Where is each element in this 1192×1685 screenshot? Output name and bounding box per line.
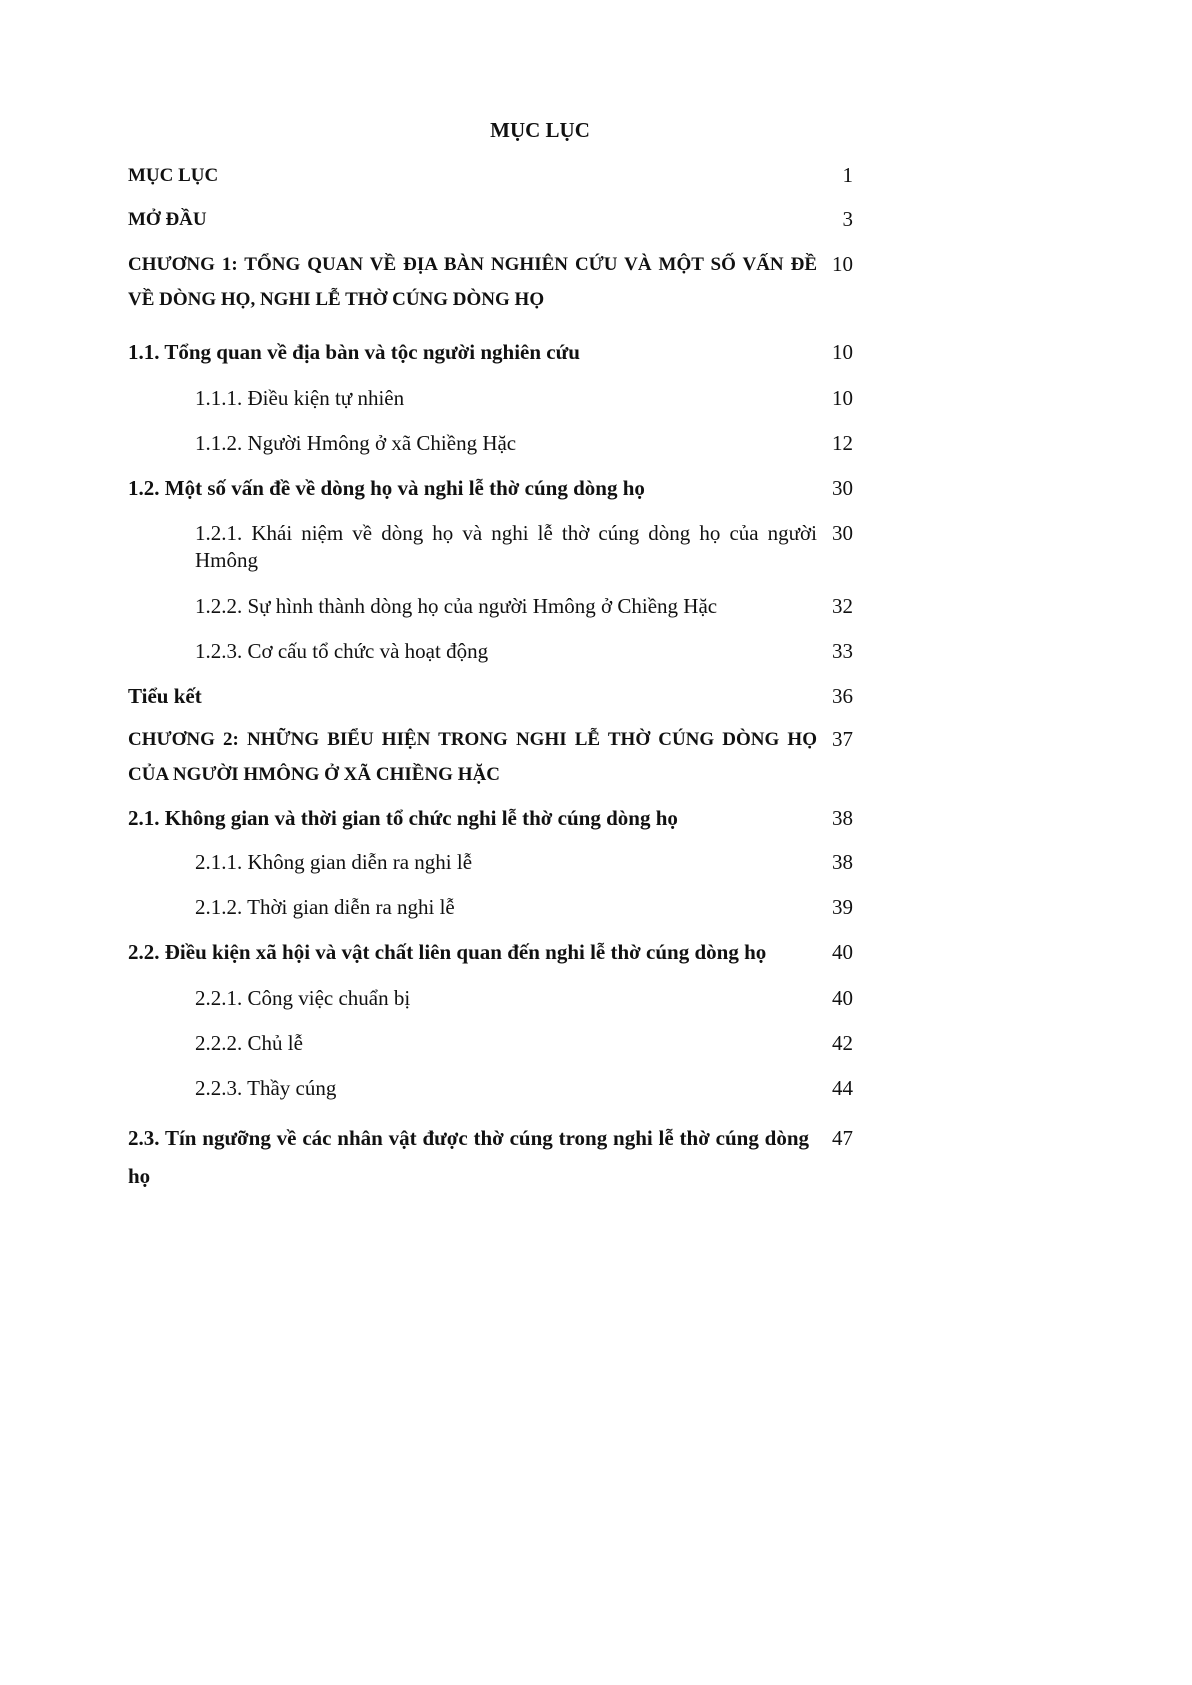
toc-entry-page: 40: [832, 986, 853, 1010]
toc-entry-text: 2.2.1. Công việc chuẩn bị: [195, 986, 411, 1010]
toc-entry-text: 1.2. Một số vấn đề về dòng họ và nghi lễ thờ cúng dòng họ: [128, 476, 645, 500]
toc-entry-text: 1.1.2. Người Hmông ở xã Chiềng Hặc: [195, 431, 517, 455]
toc-entry-text: 2.1.1. Không gian diễn ra nghi lễ: [195, 850, 473, 874]
page-title: MỤC LỤC: [490, 118, 590, 142]
toc-entry-text: MỞ ĐẦU: [128, 209, 207, 230]
toc-entry-text: 1.1.1. Điều kiện tự nhiên: [195, 386, 405, 410]
toc-entry-text: 1.1. Tổng quan về địa bàn và tộc người nghiên cứu: [128, 340, 580, 364]
toc-entry-text: 2.2.2. Chủ lễ: [195, 1031, 303, 1055]
toc-entry-text: CHƯƠNG 2: NHỮNG BIỂU HIỆN TRONG NGHI LỄ THỜ CÚNG DÒNG HỌ CỦA NGƯỜI HMÔNG Ở XÃ CHIỀNG HẶC: [128, 729, 817, 785]
toc-entry-page: 40: [832, 940, 853, 964]
toc-entry-page: 38: [832, 850, 853, 874]
toc-entry-page: 30: [832, 476, 853, 500]
toc-entry-page: 12: [832, 431, 853, 455]
toc-entry-page: 38: [832, 806, 853, 830]
toc-entry-page: 10: [832, 386, 853, 410]
toc-entry-page: 30: [832, 521, 853, 545]
toc-entry-page: 47: [832, 1126, 853, 1150]
toc-entry-text: 2.3. Tín ngưỡng về các nhân vật được thờ cúng trong nghi lễ thờ cúng dòng họ: [128, 1126, 809, 1188]
toc-entry-text: 2.1.2. Thời gian diễn ra nghi lễ: [195, 895, 455, 919]
toc-entry-subsection-2-2-2[interactable]: [128, 1030, 853, 1057]
toc-entry-page: 44: [832, 1076, 853, 1100]
toc-entry-mo-dau[interactable]: [128, 202, 853, 237]
toc-entry-subsection-2-1-2[interactable]: [128, 894, 853, 921]
toc-entry-section-1-2[interactable]: [128, 473, 853, 503]
toc-entry-subsection-1-2-2[interactable]: [128, 593, 853, 620]
toc-entry-page: 33: [832, 639, 853, 663]
toc-entry-chuong-1[interactable]: [128, 247, 853, 317]
toc-entry-page: 32: [832, 594, 853, 618]
toc-entry-text: 1.2.2. Sự hình thành dòng họ của người Hmông ở Chiềng Hặc: [195, 594, 718, 618]
toc-entry-chuong-2[interactable]: [128, 722, 853, 792]
toc-entry-page: 37: [832, 727, 853, 751]
toc-entry-page: 36: [832, 684, 853, 708]
toc-entry-muc-luc[interactable]: [128, 158, 853, 193]
toc-entry-text: 2.2. Điều kiện xã hội và vật chất liên quan đến nghi lễ thờ cúng dòng họ: [128, 940, 767, 964]
toc-entry-text: 1.2.3. Cơ cấu tổ chức và hoạt động: [195, 639, 489, 663]
toc-entry-tieu-ket[interactable]: [128, 681, 853, 711]
toc-entry-page: 10: [832, 340, 853, 364]
toc-entry-text: CHƯƠNG 1: TỔNG QUAN VỀ ĐỊA BÀN NGHIÊN CỨU VÀ MỘT SỐ VẤN ĐỀ VỀ DÒNG HỌ, NGHI LỄ THỜ CÚNG DÒNG HỌ: [128, 254, 817, 310]
toc-entry-page: 1: [842, 163, 853, 187]
toc-entry-subsection-1-1-2[interactable]: [128, 430, 853, 457]
toc-entry-section-1-1[interactable]: [128, 337, 853, 367]
toc-entry-subsection-2-1-1[interactable]: [128, 849, 853, 876]
toc-entry-subsection-1-2-3[interactable]: [128, 638, 853, 665]
toc-entry-page: 3: [842, 207, 853, 231]
toc-entry-subsection-1-2-1[interactable]: [128, 520, 853, 574]
toc-entry-page: 39: [832, 895, 853, 919]
toc-entry-section-2-3[interactable]: [128, 1119, 853, 1195]
toc-entry-text: 2.2.3. Thầy cúng: [195, 1076, 337, 1100]
toc-entry-page: 42: [832, 1031, 853, 1055]
toc-entry-subsection-1-1-1[interactable]: [128, 385, 853, 412]
toc-entry-section-2-1[interactable]: [128, 803, 853, 833]
toc-entry-text: MỤC LỤC: [128, 165, 219, 186]
toc-entry-section-2-2[interactable]: [128, 937, 853, 967]
toc-entry-page: 10: [832, 252, 853, 276]
toc-entry-subsection-2-2-3[interactable]: [128, 1075, 853, 1102]
toc-entry-subsection-2-2-1[interactable]: [128, 985, 853, 1012]
toc-entry-text: 2.1. Không gian và thời gian tổ chức nghi lễ thờ cúng dòng họ: [128, 806, 678, 830]
toc-entry-text: Tiểu kết: [128, 684, 202, 708]
toc-entry-text: 1.2.1. Khái niệm về dòng họ và nghi lễ thờ cúng dòng họ của người Hmông: [195, 521, 817, 572]
